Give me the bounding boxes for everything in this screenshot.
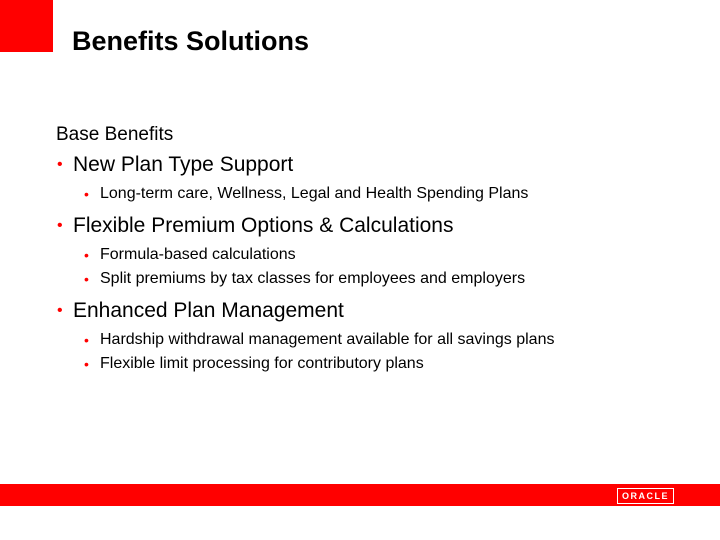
sub-bullet-item: • Hardship withdrawal management available for all savings plans [82, 330, 656, 350]
sub-bullet-list [82, 245, 656, 289]
slide-title: Benefits Solutions [72, 26, 310, 56]
slide-content [56, 124, 656, 383]
corner-accent-square [0, 0, 53, 52]
sub-bullet-item: • Formula-based calculations [82, 245, 656, 265]
sub-bullet-item: • Flexible limit processing for contributory plans [82, 354, 656, 374]
sub-bullet-list [82, 184, 656, 204]
section-heading: Base Benefits [56, 124, 174, 145]
sub-bullet-item: • Long-term care, Wellness, Legal and Health Spending Plans [82, 184, 656, 204]
bullet-item: • Enhanced Plan Management [56, 298, 656, 324]
sub-bullet-item: • Split premiums by tax classes for employees and employers [82, 269, 656, 289]
oracle-logo: ORACLE [617, 488, 674, 504]
bullet-item: • Flexible Premium Options & Calculations [56, 213, 656, 239]
footer-bar [0, 484, 720, 506]
bullet-item: • New Plan Type Support [56, 152, 656, 178]
sub-bullet-list [82, 330, 656, 374]
bullet-list [56, 152, 656, 374]
